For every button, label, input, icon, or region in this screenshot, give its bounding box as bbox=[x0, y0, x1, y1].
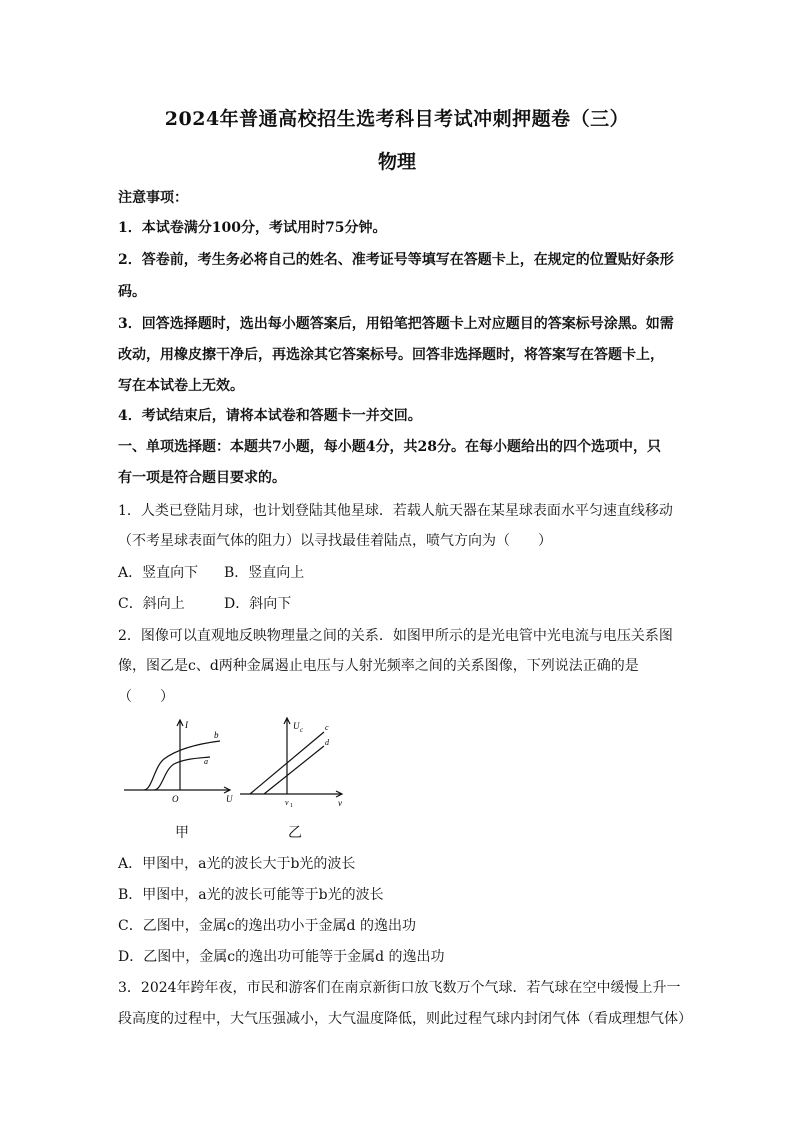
question-2-line-3: （ ） bbox=[118, 689, 174, 705]
question-1-line-2: （不考星球表面气体的阻力）以寻找最佳着陆点，喷气方向为（ ） bbox=[118, 533, 552, 549]
figure-jia-x-label: U bbox=[226, 794, 233, 804]
question-1-option-c: C．斜向上 bbox=[118, 596, 185, 612]
figure-jia-curve-b bbox=[144, 741, 220, 790]
note-3-line-1: 3．回答选择题时，选出每小题答案后，用铅笔把答题卡上对应题目的答案标号涂黑。如需 bbox=[118, 316, 674, 332]
note-1: 1．本试卷满分100分，考试用时75分钟。 bbox=[118, 220, 387, 236]
figure-yi-caption: 乙 bbox=[288, 825, 302, 841]
figure-yi-nu1-label: ν bbox=[285, 798, 289, 807]
question-2-line-2: 像，图乙是c、d两种金属遏止电压与人射光频率之间的关系图像，下列说法正确的是 bbox=[118, 658, 639, 674]
note-3-line-3: 写在本试卷上无效。 bbox=[118, 378, 244, 394]
section-heading-line-1: 一、单项选择题：本题共7小题，每小题4分，共28分。在每小题给出的四个选项中，只 bbox=[118, 439, 661, 455]
question-2-line-1: 2．图像可以直观地反映物理量之间的关系．如图甲所示的是光电管中光电流与电压关系图 bbox=[118, 628, 673, 644]
note-4: 4．考试结束后，请将本试卷和答题卡一并交回。 bbox=[118, 408, 422, 424]
subject-title: 物理 bbox=[377, 151, 416, 173]
figure-jia-y-label: I bbox=[185, 720, 188, 730]
question-1-option-d: D．斜向下 bbox=[224, 596, 292, 612]
figure-jia-caption: 甲 bbox=[175, 825, 189, 841]
question-2-option-a: A．甲图中，a光的波长大于b光的波长 bbox=[118, 856, 356, 872]
question-1-option-b: B．竖直向上 bbox=[224, 565, 305, 581]
figure-jia-curve-a-label: a bbox=[204, 757, 208, 766]
note-3-line-2: 改动，用橡皮擦干净后，再选涂其它答案标号。回答非选择题时，将答案写在答题卡上， bbox=[118, 347, 664, 363]
figure-yi-y-sub-label: c bbox=[300, 726, 304, 734]
question-2-option-c: C．乙图中，金属c的逸出功小于金属d 的逸出功 bbox=[118, 918, 416, 934]
question-1-line-1: 1．人类已登陆月球，也计划登陆其他星球．若载人航天器在某星球表面水平匀速直线移动 bbox=[118, 503, 673, 519]
section-heading-line-2: 有一项是符合题目要求的。 bbox=[118, 470, 286, 486]
question-3-line-2: 段高度的过程中，大气压强减小，大气温度降低，则此过程气球内封闭气体（看成理想气体） bbox=[118, 1011, 692, 1027]
note-2-line-1: 2．答卷前，考生务必将自己的姓名、准考证号等填写在答题卡上，在规定的位置贴好条形 bbox=[118, 252, 674, 268]
figure-yi-line-c-label: c bbox=[325, 723, 329, 732]
note-2-line-2: 码。 bbox=[118, 284, 146, 300]
figure-yi-line-d-label: d bbox=[325, 738, 329, 747]
notes-heading: 注意事项： bbox=[118, 190, 188, 206]
figure-yi-y-label: U bbox=[293, 721, 300, 731]
figure-yi-x-label: ν bbox=[338, 798, 342, 808]
figure-yi-line-d bbox=[264, 746, 324, 794]
exam-title: 2024年普通高校招生选考科目考试冲刺押题卷（三） bbox=[164, 108, 630, 130]
figure-yi-nu1-sub-label: 1 bbox=[290, 803, 293, 809]
question-2-option-d: D．乙图中，金属c的逸出功可能等于金属d 的逸出功 bbox=[118, 949, 445, 965]
question-2-figure bbox=[120, 712, 360, 842]
figure-jia-curve-a bbox=[154, 757, 210, 790]
question-1-option-a: A．竖直向下 bbox=[118, 565, 199, 581]
figure-jia-origin-label: O bbox=[172, 794, 179, 804]
question-3-line-1: 3．2024年跨年夜，市民和游客们在南京新街口放飞数万个气球．若气球在空中缓慢上升一 bbox=[118, 980, 681, 996]
question-2-option-b: B．甲图中，a光的波长可能等于b光的波长 bbox=[118, 887, 384, 903]
figure-jia-curve-b-label: b bbox=[214, 730, 219, 740]
